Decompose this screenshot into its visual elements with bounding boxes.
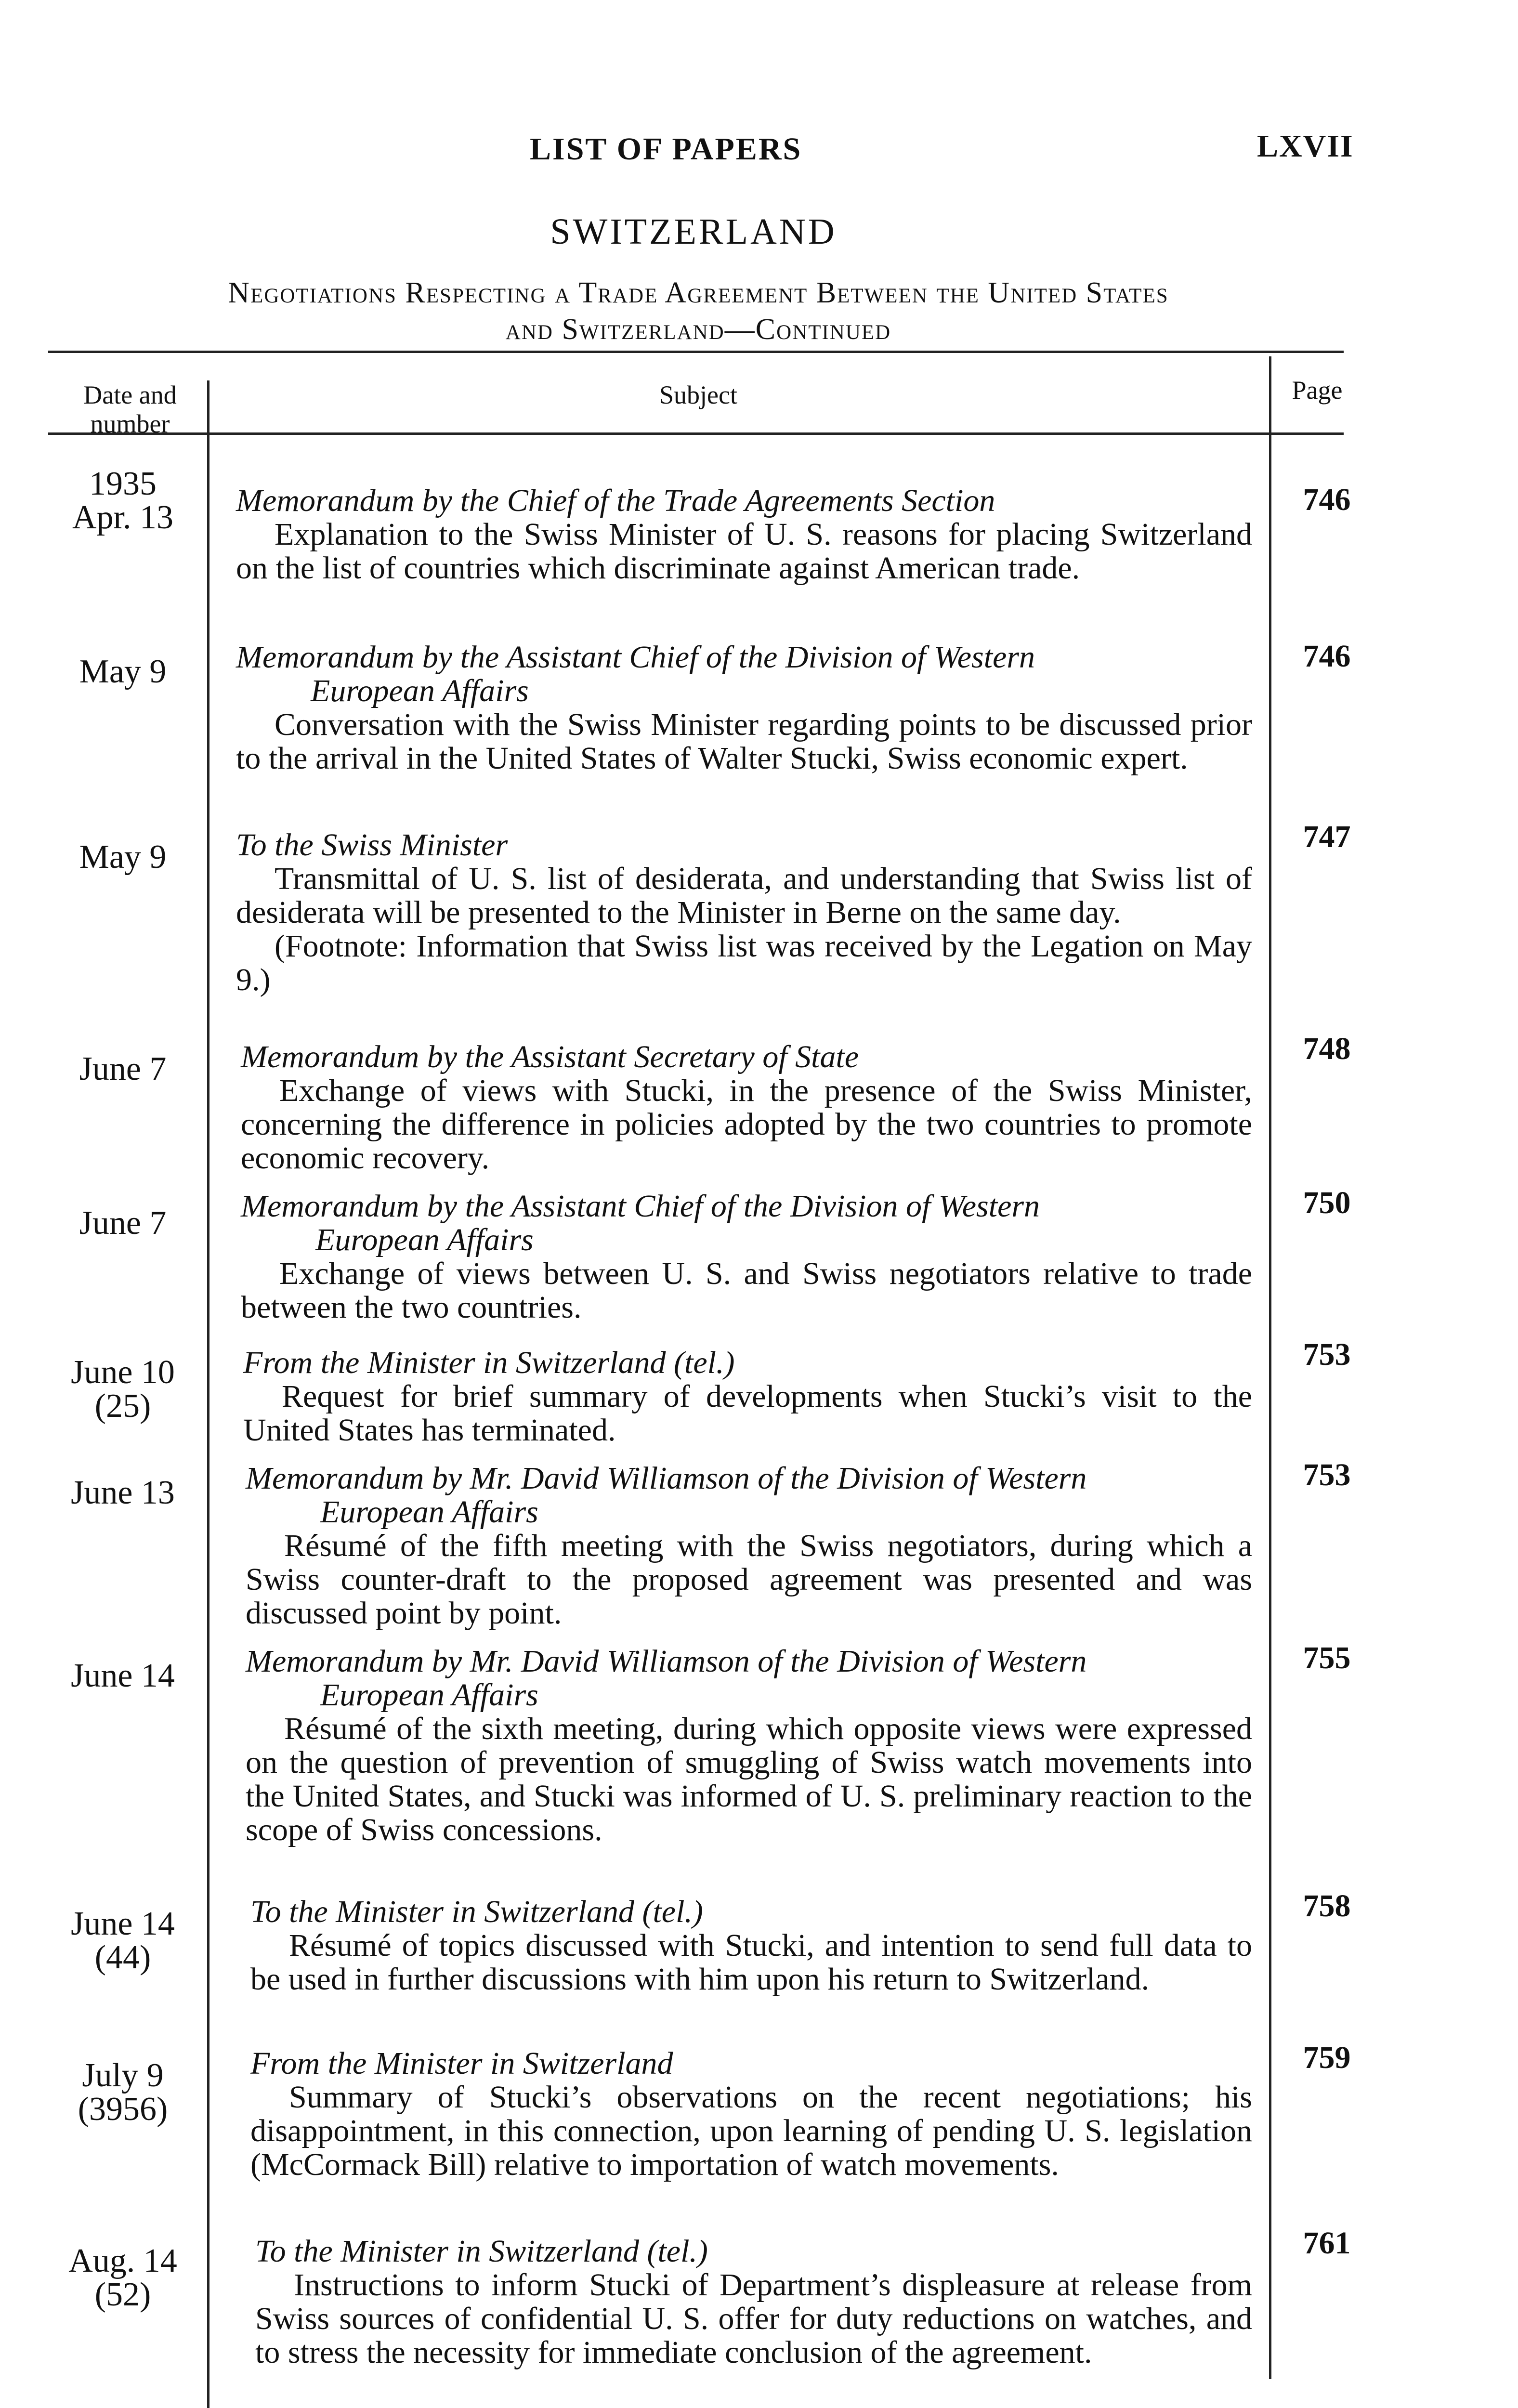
entry-date xyxy=(43,2059,202,2126)
entry-page: 746 xyxy=(1303,639,1351,674)
entry-subject xyxy=(241,1190,1252,1324)
entry-page: 748 xyxy=(1303,1031,1351,1066)
entry-date-value: June 10 xyxy=(71,1354,175,1391)
entry-subject xyxy=(236,641,1252,775)
entry-date-value: Apr. 13 xyxy=(72,499,173,536)
entry-description: Instructions to inform Stucki of Department’s displeasure at release from Swiss sources of confidential U. S. offer for duty reductions on watches, and to stress the necessity for immediate conclusion of the agreement. xyxy=(255,2267,1252,2370)
entry-title-continued: European Affairs xyxy=(315,1222,534,1257)
entry-date xyxy=(43,467,202,535)
entry-date-value: June 7 xyxy=(79,1204,167,1242)
entry-page: 746 xyxy=(1303,482,1351,517)
entry-description: Conversation with the Swiss Minister regarding points to be discussed prior to the arrival in the United States of Walter Stucki, Swiss economic expert. xyxy=(236,707,1252,776)
entry-title: From the Minister in Switzerland xyxy=(250,2046,673,2081)
entry-title: Memorandum by Mr. David Williamson of the Division of Western xyxy=(246,1644,1087,1679)
entry-date xyxy=(43,1052,202,1086)
entry-description: Résumé of the fifth meeting with the Swiss negotiators, during which a Swiss counter-draft to the proposed agreement was presented and was discussed point by point. xyxy=(246,1528,1252,1631)
running-title: LIST OF PAPERS xyxy=(530,131,802,167)
entry-date-value: May 9 xyxy=(79,838,167,876)
entry-description: Explanation to the Swiss Minister of U. S. reasons for placing Switzerland on the list of countries which discriminate against American trade. xyxy=(236,517,1252,586)
entry-subject xyxy=(250,1895,1252,1996)
entry-subject xyxy=(241,1040,1252,1175)
entry-date xyxy=(43,1659,202,1693)
entry-title: To the Minister in Switzerland (tel.) xyxy=(250,1894,703,1929)
entry-subject xyxy=(255,2235,1252,2369)
entry-date-value: July 9 xyxy=(82,2057,164,2094)
entry-date-value: June 14 xyxy=(71,1905,175,1942)
column-header-date xyxy=(58,380,202,438)
entry-description: Exchange of views with Stucki, in the presence of the Swiss Minister, concerning the difference in policies adopted by the two countries to promote economic recovery. xyxy=(241,1073,1252,1176)
entry-subject xyxy=(236,484,1252,585)
entry-date-value: June 7 xyxy=(79,1050,167,1087)
entry-footnote: (Footnote: Information that Swiss list was received by the Legation on May 9.) xyxy=(236,929,1252,997)
entry-title: Memorandum by the Assistant Chief of the Division of Western xyxy=(241,1189,1040,1224)
header-bottom-rule xyxy=(48,432,1344,435)
entry-page: 753 xyxy=(1303,1337,1351,1372)
column-header-date-line-2: number xyxy=(90,409,170,438)
entry-title: Memorandum by Mr. David Williamson of the Division of Western xyxy=(246,1461,1087,1496)
section-subheading xyxy=(53,275,1344,348)
subheading-line-2: and Switzerland—Continued xyxy=(505,313,891,346)
column-header-page: Page xyxy=(1292,376,1343,405)
entry-title-continued: European Affairs xyxy=(311,673,529,708)
entry-subject xyxy=(246,1462,1252,1630)
entry-description: Summary of Stucki’s observations on the recent negotiations; his disappointment, in this connection, upon learning of pending U. S. legislation (McCormack Bill) relative to importation of watch movements. xyxy=(250,2080,1252,2182)
entry-date xyxy=(43,1907,202,1975)
entry-date-value: June 13 xyxy=(71,1474,175,1511)
entry-subject xyxy=(236,828,1252,997)
entry-page: 755 xyxy=(1303,1640,1351,1675)
entry-page: 747 xyxy=(1303,819,1351,854)
entry-number: (44) xyxy=(94,1939,151,1976)
entry-number: (52) xyxy=(94,2276,151,2313)
entry-description: Résumé of topics discussed with Stucki, and intention to send full data to be used in further discussions with him upon his return to Switzerland. xyxy=(250,1928,1252,1997)
entry-date-value: June 14 xyxy=(71,1657,175,1694)
entry-page: 761 xyxy=(1303,2225,1351,2261)
entry-date xyxy=(43,840,202,874)
entry-page: 758 xyxy=(1303,1888,1351,1924)
entry-date xyxy=(43,1356,202,1423)
entry-year: 1935 xyxy=(89,465,157,502)
country-heading: SWITZERLAND xyxy=(550,211,837,252)
entry-number: (3956) xyxy=(78,2091,168,2128)
entry-description: Request for brief summary of developments when Stucki’s visit to the United States has terminated. xyxy=(243,1379,1252,1448)
entry-date xyxy=(43,1206,202,1240)
table-top-rule xyxy=(48,351,1344,353)
entry-date-value: Aug. 14 xyxy=(68,2242,177,2279)
page-folio: LXVII xyxy=(1257,129,1354,164)
subheading-line-1: Negotiations Respecting a Trade Agreement Between the United States xyxy=(228,276,1169,309)
entry-title-continued: European Affairs xyxy=(320,1677,538,1713)
entry-title: Memorandum by the Assistant Chief of the Division of Western xyxy=(236,640,1035,675)
column-header-subject: Subject xyxy=(659,380,737,409)
date-column-rule xyxy=(207,380,209,2408)
entry-page: 750 xyxy=(1303,1185,1351,1220)
entry-description: Exchange of views between U. S. and Swiss negotiators relative to trade between the two countries. xyxy=(241,1256,1252,1325)
entry-date xyxy=(43,1476,202,1510)
entry-description: Transmittal of U. S. list of desiderata, and understanding that Swiss list of desiderata will be presented to the Minister in Berne on the same day. xyxy=(236,861,1252,930)
entry-title-continued: European Affairs xyxy=(320,1494,538,1530)
entry-description: Résumé of the sixth meeting, during which opposite views were expressed on the question of prevention of smuggling of Swiss watch movements into the United States, and Stucki was informed of U. S. preliminary reaction to the scope of Swiss concessions. xyxy=(246,1711,1252,1847)
entry-subject xyxy=(250,2047,1252,2182)
entry-page: 759 xyxy=(1303,2040,1351,2075)
entry-date xyxy=(43,2244,202,2312)
entry-date-value: May 9 xyxy=(79,653,167,690)
entry-date xyxy=(43,655,202,689)
entry-title: To the Swiss Minister xyxy=(236,827,508,863)
column-header-date-line-1: Date and xyxy=(83,380,177,409)
entry-title: Memorandum by the Assistant Secretary of State xyxy=(241,1039,859,1074)
entry-title: From the Minister in Switzerland (tel.) xyxy=(243,1345,735,1380)
entry-title: To the Minister in Switzerland (tel.) xyxy=(255,2234,708,2269)
entry-number: (25) xyxy=(94,1387,151,1425)
entry-page: 753 xyxy=(1303,1457,1351,1492)
entry-title: Memorandum by the Chief of the Trade Agreements Section xyxy=(236,483,995,518)
entry-subject xyxy=(243,1346,1252,1447)
entry-subject xyxy=(246,1645,1252,1847)
